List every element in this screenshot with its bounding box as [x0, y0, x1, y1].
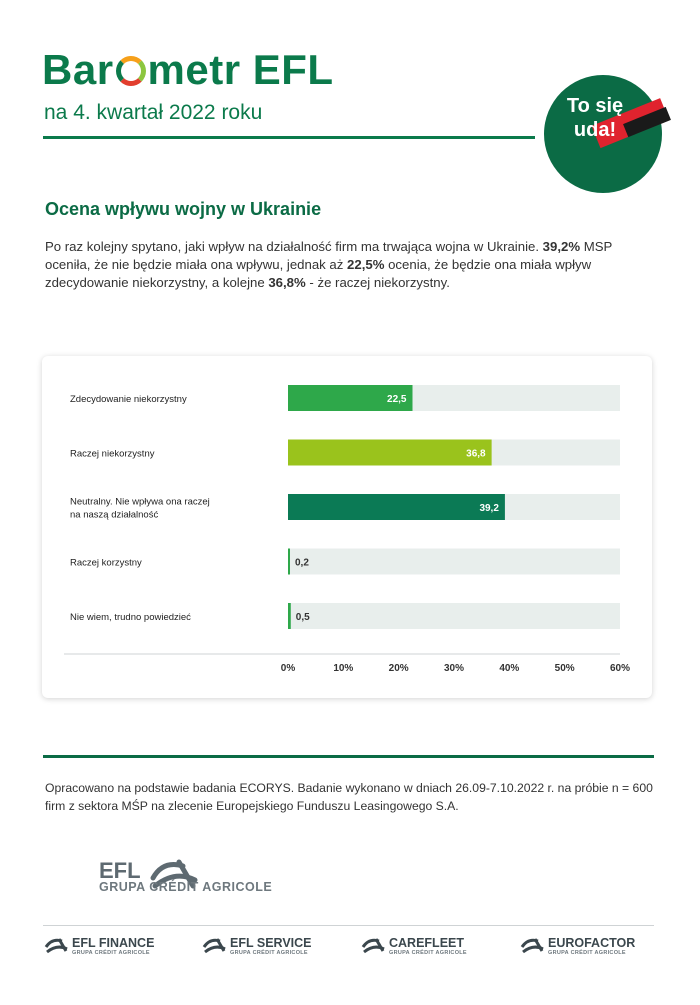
x-tick-label: 0%: [280, 663, 296, 674]
bar-track: [288, 549, 620, 575]
credit-agricole-mark-icon: [361, 937, 389, 955]
credit-agricole-mark-icon: [44, 937, 72, 955]
chart-card: [42, 356, 652, 698]
category-label: na naszą działalność: [70, 509, 159, 521]
data-label: 39,2: [479, 503, 499, 514]
badge-line-2: uda!: [573, 119, 617, 141]
bar: [288, 603, 291, 629]
bar: [288, 549, 290, 575]
badge-line-1: To się: [566, 95, 624, 117]
brands-divider: [43, 925, 654, 926]
footer-divider: [43, 755, 654, 758]
credit-agricole-mark-icon: [520, 937, 548, 955]
bar: [288, 494, 505, 520]
data-label: 36,8: [466, 448, 486, 460]
category-label: Raczej niekorzystny: [70, 448, 155, 460]
title-part-2: metr EFL: [147, 46, 334, 93]
credit-agricole-mark-icon: [202, 937, 230, 955]
page-subtitle: na 4. kwartał 2022 roku: [44, 101, 263, 124]
x-tick-label: 20%: [388, 663, 409, 674]
page-title: [42, 46, 334, 94]
category-label: Nie wiem, trudno powiedzieć: [70, 612, 191, 623]
efl-group-name: GRUPA CRÉDIT AGRICOLE: [99, 880, 273, 894]
bar: [288, 440, 492, 466]
bar-chart: [42, 356, 652, 698]
header-divider: [43, 136, 535, 139]
x-tick-label: 60%: [609, 663, 631, 674]
category-label: Neutralny. Nie wpływa ona raczej: [70, 496, 210, 508]
category-label: Raczej korzystny: [70, 557, 142, 569]
data-label: 22,5: [387, 394, 407, 405]
colorful-o-icon: [116, 56, 146, 86]
x-tick-label: 30%: [443, 663, 465, 674]
efl-brand-name: EFL: [99, 858, 141, 883]
badge-text: [560, 94, 630, 142]
data-label: 0,5: [295, 612, 310, 623]
x-tick-label: 50%: [554, 663, 575, 674]
intro-paragraph: Po raz kolejny spytano, jaki wpływ na działalność firm ma trwająca wojna w Ukrainie. 39,2% MSP oceniła, że nie będzie miała ona wpływu, jednak aż 22,5% ocenia, że będzie ona miała wpływ zdecydowanie niekorzystny, a kolejne 36,8% - że raczej niekorzystny.: [45, 239, 613, 290]
data-label: 0,2: [295, 557, 309, 569]
category-label: Zdecydowanie niekorzystny: [70, 394, 187, 405]
x-tick-label: 40%: [499, 663, 520, 674]
bar-track: [288, 603, 620, 629]
x-tick-label: 10%: [333, 663, 354, 674]
section-title: Ocena wpływu wojny w Ukrainie: [45, 199, 322, 219]
title-part-1: Bar: [42, 46, 114, 93]
methodology-note: Opracowano na podstawie badania ECORYS. Badanie wykonano w dniach 26.09-7.10.2022 r. na próbie n = 600 firm z sektora MŚP na zlecenie Europejskiego Funduszu Leasingowego S.A.: [45, 781, 653, 813]
